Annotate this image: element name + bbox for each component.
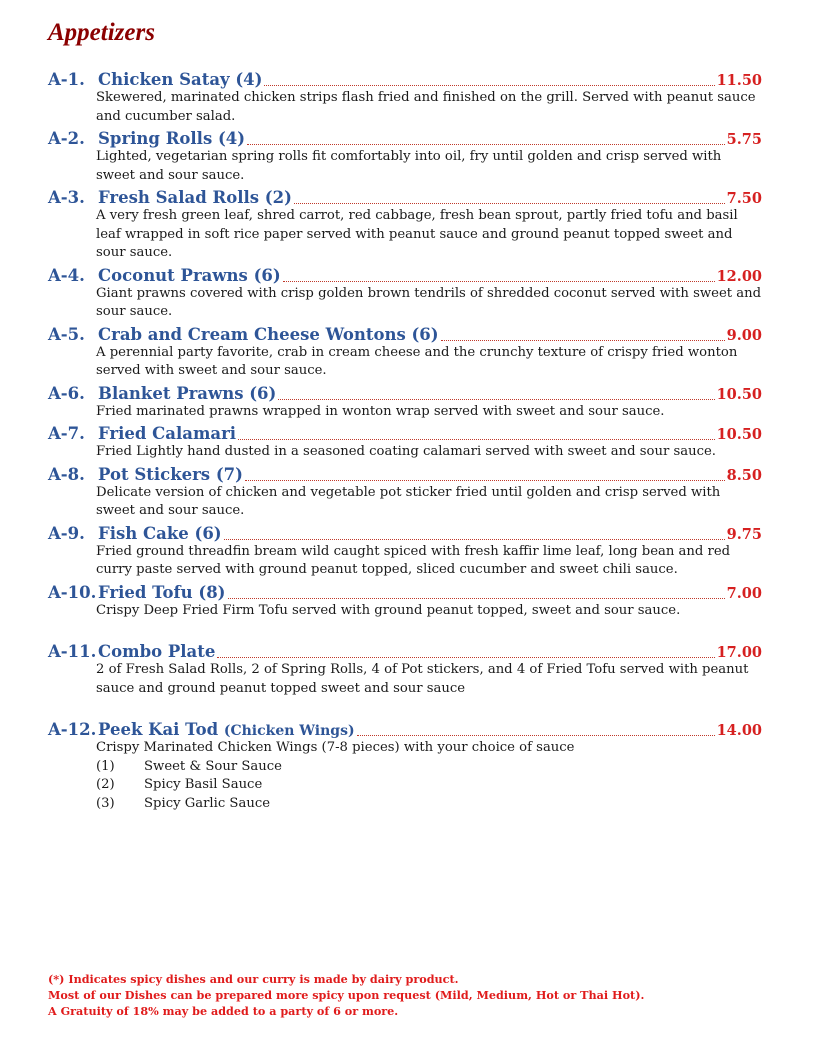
menu-item (48, 185, 762, 263)
item-name (98, 720, 355, 739)
item-description: 2 of Fresh Salad Rolls, 2 of Spring Rolls, 4 of Pot stickers, and 4 of Fried Tofu served with peanut sauce and ground peanut topped sweet and sour sauce (96, 662, 749, 696)
spicy-note: (*) Indicates spicy dishes and our curry is made by dairy product. (48, 972, 459, 986)
dot-leader (245, 480, 725, 481)
item-price: 14.00 (716, 722, 762, 739)
item-description: Fried Lightly hand dusted in a seasoned coating calamari served with sweet and sour sauce. (96, 444, 716, 459)
item-code: A-1. (48, 70, 85, 89)
item-price: 17.00 (716, 644, 762, 661)
item-name-sub: (Chicken Wings) (223, 723, 355, 739)
item-name: Chicken Satay (4) (98, 70, 263, 89)
sauce-options (96, 758, 762, 814)
menu-item (48, 67, 762, 126)
option-label: Spicy Basil Sauce (144, 777, 263, 792)
item-description: Fried marinated prawns wrapped in wonton wrap served with sweet and sour sauce. (96, 403, 665, 419)
item-price: 7.00 (726, 584, 762, 602)
item-code: A-8. (48, 464, 85, 484)
dot-leader (228, 598, 725, 599)
item-description: Crispy Marinated Chicken Wings (7-8 pieces) with your choice of sauce (96, 740, 575, 755)
item-name: Spring Rolls (4) (98, 129, 246, 148)
menu-item (48, 126, 762, 185)
dot-leader (441, 340, 725, 341)
footer-notes (48, 971, 644, 1019)
sauce-option (96, 758, 762, 777)
item-price: 12.00 (716, 267, 762, 285)
menu-item (48, 639, 762, 698)
item-name: Blanket Prawns (6) (98, 383, 277, 403)
item-price: 5.75 (726, 131, 762, 148)
item-price: 11.50 (716, 72, 762, 89)
item-name: Fried Tofu (8) (98, 582, 226, 602)
item-description: Skewered, marinated chicken strips flash fried and finished on the grill. Served with peanut sauce and cucumber salad. (96, 90, 756, 124)
menu-item (48, 263, 762, 322)
menu-item (48, 322, 762, 381)
dot-leader (283, 281, 715, 282)
item-description: Delicate version of chicken and vegetable pot sticker fried until golden and crisp served with sweet and sour sauce. (96, 484, 721, 518)
dot-leader (238, 439, 715, 440)
item-description: Fried ground threadfin bream wild caught spiced with fresh kaffir lime leaf, long bean and red curry paste served with ground peanut topped, sliced cucumber and sweet chili sauce. (96, 543, 731, 577)
item-name: Pot Stickers (7) (98, 464, 243, 484)
item-code: A-12. (48, 720, 97, 739)
menu-item (48, 381, 762, 422)
option-number: (3) (96, 795, 115, 811)
item-description: Giant prawns covered with crisp golden brown tendrils of shredded coconut served with sweet and sour sauce. (96, 285, 762, 319)
menu-item (48, 462, 762, 521)
spice-level-note: Most of our Dishes can be prepared more spicy upon request (Mild, Medium, Hot or Thai Hot). (48, 988, 645, 1002)
item-code: A-3. (48, 188, 85, 207)
item-price: 8.50 (726, 466, 762, 484)
item-description: Crispy Deep Fried Firm Tofu served with ground peanut topped, sweet and sour sauce. (96, 602, 681, 618)
item-name: Crab and Cream Cheese Wontons (6) (98, 324, 439, 344)
option-number: (1) (96, 758, 115, 774)
dot-leader (294, 203, 725, 204)
item-code: A-9. (48, 523, 85, 543)
item-code: A-11. (48, 642, 97, 661)
page-title: Appetizers (48, 19, 155, 46)
item-name: Fish Cake (6) (98, 523, 222, 543)
menu-item (48, 580, 762, 621)
item-code: A-2. (48, 129, 85, 148)
sauce-option (96, 795, 762, 814)
dot-leader (264, 85, 714, 86)
sauce-option (96, 776, 762, 795)
item-price: 10.50 (716, 426, 762, 443)
dot-leader (224, 539, 725, 540)
option-label: Sweet & Sour Sauce (144, 758, 282, 774)
menu-item (48, 421, 762, 462)
option-label: Spicy Garlic Sauce (144, 795, 271, 811)
appetizer-menu (48, 67, 762, 813)
dot-leader (357, 735, 715, 736)
gratuity-note: A Gratuity of 18% may be added to a party of 6 or more. (48, 1004, 399, 1018)
item-price: 9.00 (726, 326, 762, 344)
menu-item (48, 717, 762, 813)
item-name: Coconut Prawns (6) (98, 265, 281, 285)
item-code: A-7. (48, 424, 85, 443)
menu-item (48, 521, 762, 580)
item-price: 10.50 (716, 385, 762, 403)
option-number: (2) (96, 777, 115, 792)
dot-leader (217, 657, 714, 658)
item-description: A very fresh green leaf, shred carrot, red cabbage, fresh bean sprout, partly fried tofu and basil leaf wrapped in soft rice paper served with peanut sauce and ground peanut topped sweet and sour sauce. (96, 208, 738, 260)
item-price: 7.50 (726, 190, 762, 207)
item-price: 9.75 (726, 525, 762, 543)
item-name: Combo Plate (98, 642, 216, 661)
item-code: A-6. (48, 383, 85, 403)
item-code: A-10. (48, 582, 97, 602)
item-code: A-5. (48, 324, 85, 344)
item-code: A-4. (48, 265, 85, 285)
item-description: Lighted, vegetarian spring rolls fit comfortably into oil, fry until golden and crisp served with sweet and sour sauce. (96, 149, 722, 183)
dot-leader (278, 399, 714, 400)
item-description: A perennial party favorite, crab in cream cheese and the crunchy texture of crispy fried wonton served with sweet and sour sauce. (96, 344, 738, 378)
item-name: Fried Calamari (98, 424, 237, 443)
item-name-main: Peek Kai Tod (98, 720, 224, 739)
item-name: Fresh Salad Rolls (2) (98, 188, 292, 207)
dot-leader (247, 144, 725, 145)
